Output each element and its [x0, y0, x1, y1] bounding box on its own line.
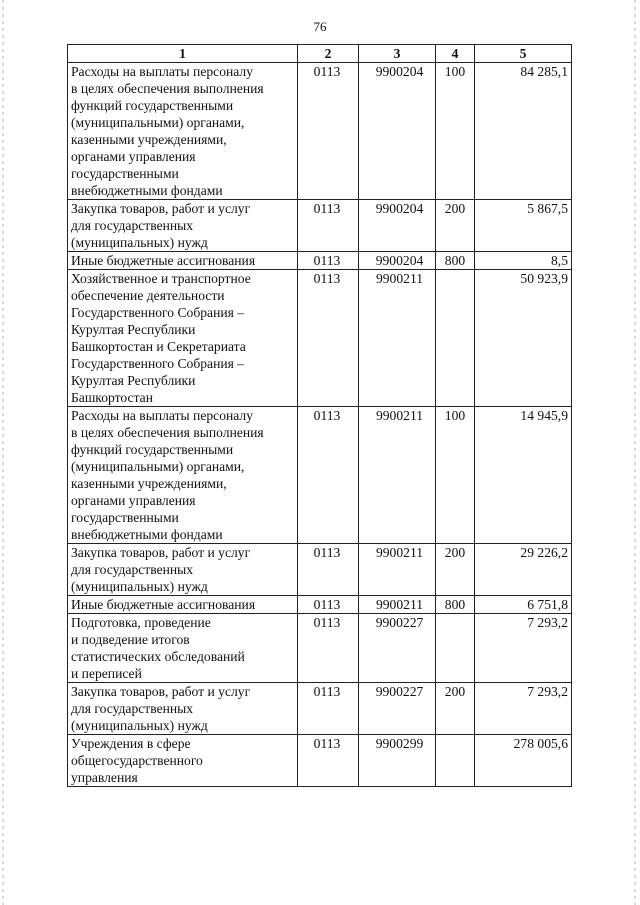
row-amount: 7 293,2 [475, 614, 572, 683]
budget-table [67, 44, 572, 787]
row-name: Подготовка, проведение и подведение итогов статистических обследований и переписей [68, 614, 298, 683]
scan-edge-left [2, 0, 4, 905]
row-expense-type [436, 614, 475, 683]
header-col-3: 3 [359, 45, 436, 63]
row-article-code: 9900211 [359, 544, 436, 596]
row-name: Иные бюджетные ассигнования [68, 596, 298, 614]
row-article-code: 9900204 [359, 200, 436, 252]
row-name: Закупка товаров, работ и услуг для государственных (муниципальных) нужд [68, 200, 298, 252]
row-amount: 14 945,9 [475, 407, 572, 544]
table-row [68, 200, 572, 252]
row-amount: 5 867,5 [475, 200, 572, 252]
table-row [68, 614, 572, 683]
row-section-code: 0113 [298, 614, 359, 683]
header-col-1: 1 [68, 45, 298, 63]
table-row [68, 735, 572, 787]
table-row [68, 407, 572, 544]
table-body [68, 63, 572, 787]
table-header [68, 45, 572, 63]
row-name: Расходы на выплаты персоналу в целях обеспечения выполнения функций государственными (муниципальными) органами, казенными учреждениями, органами управления государственными внебюджетными фондами [68, 63, 298, 200]
row-section-code: 0113 [298, 63, 359, 200]
header-col-2: 2 [298, 45, 359, 63]
row-article-code: 9900227 [359, 614, 436, 683]
row-amount: 29 226,2 [475, 544, 572, 596]
row-expense-type: 200 [436, 544, 475, 596]
row-section-code: 0113 [298, 596, 359, 614]
scan-edge-right [634, 0, 636, 905]
row-expense-type [436, 270, 475, 407]
row-section-code: 0113 [298, 735, 359, 787]
table-row [68, 252, 572, 270]
header-row [68, 45, 572, 63]
table-row [68, 596, 572, 614]
table-row [68, 270, 572, 407]
row-section-code: 0113 [298, 407, 359, 544]
table-row [68, 683, 572, 735]
header-col-5: 5 [475, 45, 572, 63]
row-section-code: 0113 [298, 544, 359, 596]
row-name: Учреждения в сфере общегосударственного управления [68, 735, 298, 787]
row-name: Закупка товаров, работ и услуг для государственных (муниципальных) нужд [68, 544, 298, 596]
row-amount: 278 005,6 [475, 735, 572, 787]
row-expense-type: 200 [436, 683, 475, 735]
table-row [68, 544, 572, 596]
row-expense-type: 800 [436, 252, 475, 270]
row-amount: 8,5 [475, 252, 572, 270]
row-amount: 50 923,9 [475, 270, 572, 407]
row-name: Закупка товаров, работ и услуг для государственных (муниципальных) нужд [68, 683, 298, 735]
row-name: Расходы на выплаты персоналу в целях обеспечения выполнения функций государственными (муниципальными) органами, казенными учреждениями, органами управления государственными внебюджетными фондами [68, 407, 298, 544]
header-col-4: 4 [436, 45, 475, 63]
row-amount: 84 285,1 [475, 63, 572, 200]
row-section-code: 0113 [298, 252, 359, 270]
row-expense-type [436, 735, 475, 787]
row-amount: 6 751,8 [475, 596, 572, 614]
row-article-code: 9900204 [359, 252, 436, 270]
row-section-code: 0113 [298, 270, 359, 407]
row-section-code: 0113 [298, 200, 359, 252]
row-article-code: 9900227 [359, 683, 436, 735]
row-amount: 7 293,2 [475, 683, 572, 735]
row-name: Хозяйственное и транспортное обеспечение деятельности Государственного Собрания – Курултая Республики Башкортостан и Секретариата Государственного Собрания – Курултая Республики Башкортостан [68, 270, 298, 407]
row-article-code: 9900299 [359, 735, 436, 787]
row-article-code: 9900211 [359, 596, 436, 614]
row-expense-type: 200 [436, 200, 475, 252]
row-article-code: 9900211 [359, 270, 436, 407]
row-section-code: 0113 [298, 683, 359, 735]
row-article-code: 9900211 [359, 407, 436, 544]
table-row [68, 63, 572, 200]
row-expense-type: 100 [436, 63, 475, 200]
page-number: 76 [313, 19, 327, 34]
row-article-code: 9900204 [359, 63, 436, 200]
row-expense-type: 800 [436, 596, 475, 614]
row-expense-type: 100 [436, 407, 475, 544]
row-name: Иные бюджетные ассигнования [68, 252, 298, 270]
